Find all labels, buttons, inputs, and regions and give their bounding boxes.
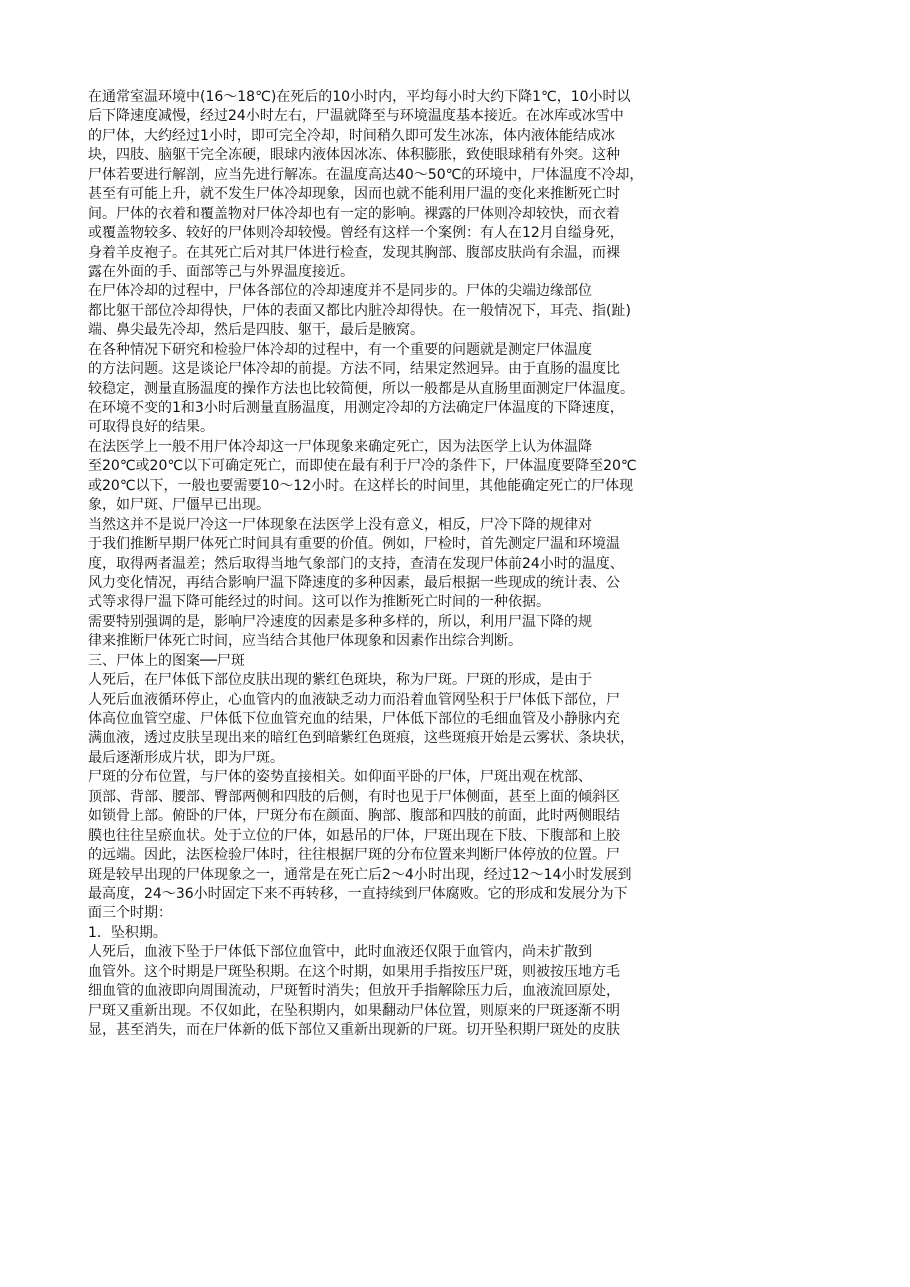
text-line: 于我们推断早期尸体死亡时间具有重要的价值。例如，尸检时，首先测定尸温和环境温 (88, 536, 620, 553)
text-line: 块，四肢、脑躯干完全冻硬，眼球内液体因冰冻、体积膨胀，致使眼球稍有外突。这种 (88, 147, 620, 164)
text-line: 间。尸体的衣着和覆盖物对尸体冷却也有一定的影响。裸露的尸体则冷却较快，而衣着 (88, 205, 620, 222)
text-line: 在通常室温环境中(16～18℃)在死后的10小时内，平均每小时大约下降1℃，10小时以 (88, 89, 631, 105)
text-line: 象，如尸斑、尸僵早已出现。 (88, 497, 270, 514)
text-line: 细血管的血液即向周围流动，尸斑暂时消失；但放开手指解除压力后，血液流回原处， (88, 983, 620, 1000)
text-line: 尸斑又重新出现。不仅如此，在坠积期内，如果翻动尸体位置，则原来的尸斑逐渐不明 (88, 1002, 620, 1019)
text-line: 较稳定，测量直肠温度的操作方法也比较简便，所以一般都是从直肠里面测定尸体温度。 (88, 380, 634, 397)
text-line: 1．坠积期。 (88, 924, 167, 941)
text-line: 在法医学上一般不用尸体冷却这一尸体现象来确定死亡，因为法医学上认为体温降 (88, 438, 592, 455)
text-line: 斑是较早出现的尸体现象之一，通常是在死亡后2～4小时出现，经过12～14小时发展到 (88, 866, 632, 883)
text-line: 身着羊皮袍子。在其死亡后对其尸体进行检查，发现其胸部、腹部皮肤尚有余温，而裸 (88, 244, 620, 261)
text-line: 如锁骨上部。俯卧的尸体，尸斑分布在颜面、胸部、腹部和四肢的前面，此时两侧眼结 (88, 808, 620, 825)
text-line: 最后逐渐形成片状，即为尸斑。 (88, 749, 284, 766)
text-line: 的方法问题。这是谈论尸体冷却的前提。方法不同，结果定然迥异。由于直肠的温度比 (88, 361, 620, 378)
text-line: 的远端。因此，法医检验尸体时，往往根据尸斑的分布位置来判断尸体停放的位置。尸 (88, 847, 620, 864)
text-line: 后下降速度减慢，经过24小时左右，尸温就降至与环境温度基本接近。在冰库或冰雪中 (88, 108, 624, 125)
text-line: 体高位血管空虚、尸体低下位血管充血的结果，尸体低下部位的毛细血管及小静脉内充 (88, 711, 620, 727)
text-line: 或覆盖物较多、较好的尸体则冷却较慢。曾经有这样一个案例：有人在12月自缢身死， (88, 225, 624, 242)
text-line: 度，取得两者温差；然后取得当地气象部门的支持，查清在发现尸体前24小时的温度、 (88, 555, 624, 572)
text-line: 人死后，血液下坠于尸体低下部位血管中，此时血液还仅限于血管内，尚未扩散到 (88, 944, 592, 961)
text-line: 在环境不变的1和3小时后测量直肠温度，用测定冷却的方法确定尸体温度的下降速度， (88, 400, 624, 416)
text-line: 可取得良好的结果。 (88, 419, 214, 436)
document-body (88, 88, 708, 1040)
text-line: 的尸体，大约经过1小时，即可完全冷却，时间稍久即可发生冰冻，体内液体能结成冰 (88, 127, 615, 144)
text-line: 满血液，透过皮肤呈现出来的暗红色到暗紫红色斑痕，这些斑痕开始是云雾状、条块状， (88, 730, 634, 747)
text-line: 律来推断尸体死亡时间，应当结合其他尸体现象和因素作出综合判断。 (88, 633, 522, 650)
text-line: 当然这并不是说尸冷这一尸体现象在法医学上没有意义，相反，尸冷下降的规律对 (88, 516, 592, 533)
text-line: 膜也往往呈瘀血状。处于立位的尸体，如悬吊的尸体，尸斑出现在下肢、下腹部和上胶 (88, 827, 620, 844)
text-line: 露在外面的手、面部等己与外界温度接近。 (88, 263, 354, 280)
text-line: 至20℃或20℃以下可确定死亡，而即使在最有利于尸冷的条件下，尸体温度要降至20℃ (88, 458, 637, 475)
text-line: 在尸体冷却的过程中，尸体各部位的冷却速度并不是同步的。尸体的尖端边缘部位 (88, 283, 592, 300)
text-line: 最高度，24～36小时固定下来不再转移，一直持续到尸体腐败。它的形成和发展分为下 (88, 885, 628, 902)
text-line: 面三个时期： (88, 905, 172, 922)
text-line: 或20℃以下，一般也要需要10～12小时。在这样长的时间里，其他能确定死亡的尸体现 (88, 477, 634, 494)
text-line: 人死后，在尸体低下部位皮肤出现的紫红色斑块，称为尸斑。尸斑的形成，是由于 (88, 672, 592, 689)
text-line: 在各种情况下研究和检验尸体冷却的过程中，有一个重要的问题就是测定尸体温度 (88, 341, 592, 358)
text-line: 式等求得尸温下降可能经过的时间。这可以作为推断死亡时间的一种依据。 (88, 594, 550, 611)
text-line: 端、鼻尖最先冷却，然后是四肢、躯干，最后是腋窝。 (88, 322, 424, 339)
text-line: 尸斑的分布位置，与尸体的姿势直接相关。如仰面平卧的尸体，尸斑出观在枕部、 (88, 769, 592, 786)
text-line: 人死后血液循环停止，心血管内的血液缺乏动力而沿着血管网坠积于尸体低下部位，尸 (88, 691, 620, 708)
text-line: 尸体若要进行解剖，应当先进行解冻。在温度高达40～50℃的环境中，尸体温度不冷却， (88, 166, 644, 183)
text-line: 风力变化情况，再结合影响尸温下降速度的多种因素，最后根据一些现成的统计表、公 (88, 574, 620, 591)
text-line: 三、尸体上的图案──尸斑 (88, 652, 245, 669)
text-line: 都比躯干部位冷却得快，尸体的表面又都比内脏冷却得快。在一般情况下，耳壳、指(趾) (88, 302, 631, 319)
text-line: 显，甚至消失，而在尸体新的低下部位又重新出现新的尸斑。切开坠积期尸斑处的皮肤 (88, 1022, 620, 1038)
text-line: 需要特别强调的是，影响尸冷速度的因素是多种多样的，所以，利用尸温下降的规 (88, 613, 592, 630)
text-line: 血管外。这个时期是尸斑坠积期。在这个时期，如果用手指按压尸斑，则被按压地方毛 (88, 963, 620, 980)
text-line: 甚至有可能上升，就不发生尸体冷却现象，因而也就不能利用尸温的变化来推断死亡时 (88, 186, 620, 203)
text-line: 顶部、背部、腰部、臀部两侧和四肢的后侧，有时也见于尸体侧面，甚至上面的倾斜区 (88, 788, 620, 805)
